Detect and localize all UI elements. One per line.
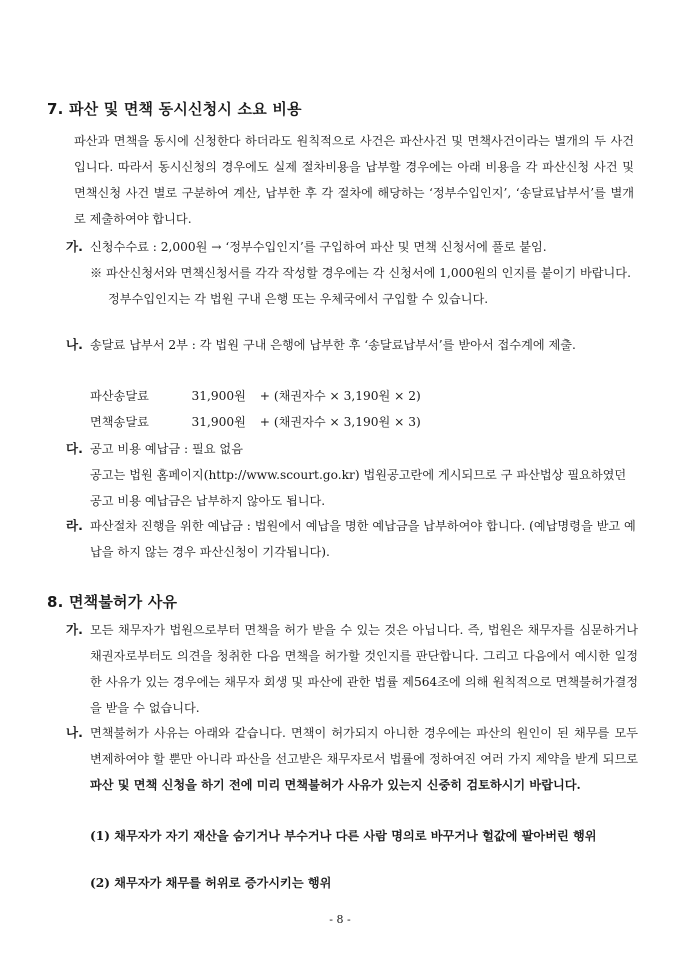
subitem-text: 채무자가 채무를 허위로 증가시키는 행위: [114, 876, 332, 890]
item-marker: 가.: [66, 239, 83, 254]
item-text: 신청수수료 : 2,000원 → ‘정부수입인지’를 구입하여 파산 및 면책 신청서에 풀로 붙임.: [90, 240, 547, 254]
fee-name: 면책송달료: [90, 415, 149, 429]
fee-row-discharge: [90, 411, 421, 433]
subitem-marker: (1): [90, 829, 111, 843]
item-text: 모든 채무자가 법원으로부터 면책을 허가 받을 수 있는 것은 아닙니다. 즉, 법원은 채무자를 심문하거나 채권자로부터도 의견을 청취한 다음 면책을 허가할 것인지를 판단합니다. 그리고 다음에서 예시한 일정한 사유가 있는 경우에는 채무자 회생 및 파산에 관한 법률 제564조에 의해 원칙적으로 면책불허가결정을 받을 수 없습니다.: [90, 623, 638, 715]
item-text-regular: 면책불허가 사유는 아래와 같습니다. 면책이 허가되지 아니한 경우에는 파산의 원인이 된 채무를 모두 변제하여야 할 뿐만 아니라 파산을 선고받은 채무자로서 법률에 정하여진 여러 가지 제약을 받게 되므로: [90, 726, 638, 766]
subitem-1: [90, 823, 638, 849]
item-7-da-detail: [90, 462, 638, 514]
subitem-2: [90, 870, 638, 896]
item-marker: 다.: [66, 441, 83, 456]
item-7-ra: [66, 513, 638, 565]
fee-row-bankruptcy: [90, 385, 421, 407]
fee-formula: + (채권자수 × 3,190원 × 3): [259, 415, 421, 429]
note-text: ※ 파산신청서와 면책신청서를 각각 작성할 경우에는 각 신청서에 1,000원의 인지를 붙이기 바랍니다. 정부수입인지는 각 법원 구내 은행 또는 우체국에서 구입할 수 있습니다.: [90, 266, 631, 306]
item-7-na: [66, 332, 638, 358]
item-7-note: [90, 260, 638, 312]
section-7-intro: 파산과 면책을 동시에 신청한다 하더라도 원칙적으로 사건은 파산사건 및 면책사건이라는 별개의 두 사건입니다. 따라서 동시신청의 경우에도 실제 절차비용을 납부할 경우에는 아래 비용을 각 파산신청 사건 및 면책신청 사건 별로 구분하여 계산, 납부한 후 각 절차에 해당하는 ‘정부수입인지’, ‘송달료납부서’를 별개로 제출하여야 합니다.: [74, 134, 634, 226]
section-7-title: 7. 파산 및 면책 동시신청시 소요 비용: [47, 100, 302, 118]
subitem-marker: (2): [90, 876, 111, 890]
fee-formula: + (채권자수 × 3,190원 × 2): [259, 389, 421, 403]
section-8-title: 8. 면책불허가 사유: [47, 593, 178, 611]
item-marker: 가.: [66, 622, 83, 637]
fee-amount: 31,900원: [191, 389, 246, 403]
item-text: 공고 비용 예납금 : 필요 없음: [90, 442, 243, 456]
item-text: 송달료 납부서 2부 : 각 법원 구내 은행에 납부한 후 ‘송달료납부서’를 받아서 접수계에 제출.: [90, 338, 576, 352]
fee-amount: 31,900원: [191, 415, 246, 429]
item-7-da: [66, 436, 638, 462]
subitem-text: 채무자가 자기 재산을 숨기거나 부수거나 다른 사람 명의로 바꾸거나 헐값에 팔아버린 행위: [114, 829, 597, 843]
item-text: [90, 720, 638, 798]
item-marker: 라.: [66, 518, 83, 533]
item-text-emphasis: 파산 및 면책 신청을 하기 전에 미리 면책불허가 사유가 있는지 신중히 검토하시기 바랍니다.: [90, 778, 581, 792]
item-8-na: [66, 720, 638, 798]
item-8-ga: [66, 617, 638, 721]
item-marker: 나.: [66, 725, 83, 740]
fee-name: 파산송달료: [90, 389, 149, 403]
detail-text: 공고는 법원 홈페이지(http://www.scourt.go.kr) 법원공고란에 게시되므로 구 파산법상 필요하였던 공고 비용 예납금은 납부하지 않아도 됩니다.: [90, 468, 627, 508]
item-marker: 나.: [66, 337, 83, 352]
item-7-ga: [66, 234, 638, 260]
page-number: - 8 -: [329, 913, 351, 926]
item-text: 파산절차 진행을 위한 예납금 : 법원에서 예납을 명한 예납금을 납부하여야 합니다. (예납명령을 받고 예납을 하지 않는 경우 파산신청이 기각됩니다).: [90, 519, 636, 559]
